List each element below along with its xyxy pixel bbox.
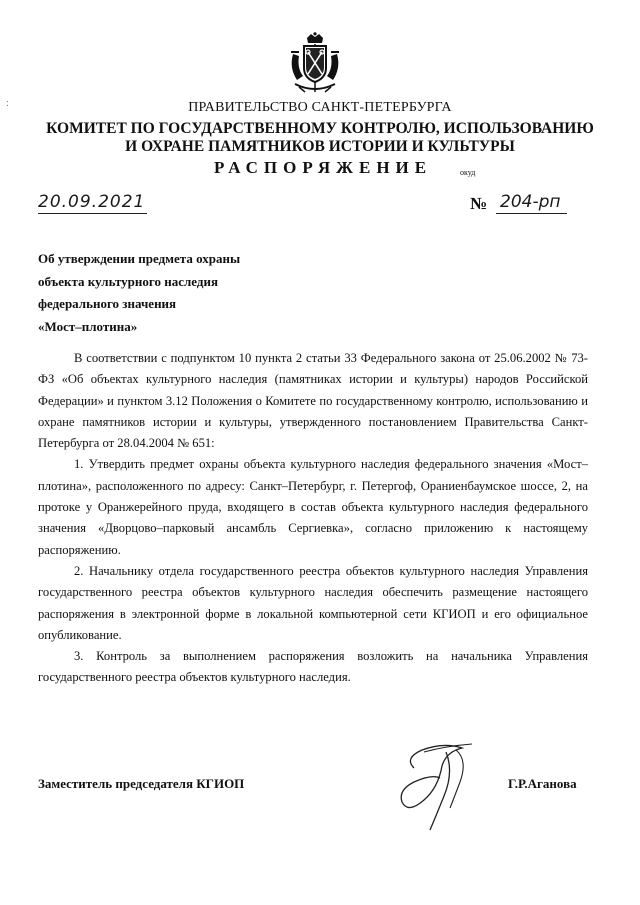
- committee-title-line1: КОМИТЕТ ПО ГОСУДАРСТВЕННОМУ КОНТРОЛЮ, ИСПОЛЬЗОВАНИЮ: [46, 120, 594, 137]
- signatory-title: Заместитель председателя КГИОП: [38, 776, 245, 791]
- item-1-paragraph: 1. Утвердить предмет охраны объекта культурного наследия федерального значения «Мост–плотина», расположенного по адресу: Санкт–Петербург, г. Петергоф, Ораниенбаумское шоссе, 2, на протоке у Оранжерейного пруда, входящего в состав объекта культурного наследия федерального значения «Дворцово–парковый ансамбль Сергиевка», согласно приложению к настоящему распоряжению.: [38, 457, 588, 557]
- document-subject: [38, 248, 240, 339]
- document-body: [38, 348, 588, 689]
- coat-of-arms-icon: [287, 32, 343, 94]
- subject-line: Об утверждении предмета охраны: [38, 251, 241, 266]
- okud-label: окуд: [460, 168, 476, 177]
- subject-line: «Мост–плотина»: [38, 319, 138, 335]
- government-title: ПРАВИТЕЛЬСТВО САНКТ-ПЕТЕРБУРГА: [188, 100, 452, 115]
- margin-mark: :: [6, 98, 9, 109]
- item-2-paragraph: 2. Начальнику отдела государственного реестра объектов культурного наследия Управления государственного реестра объектов культурного наследия обеспечить размещение настоящего распоряжения в электронной форме в локальной компьютерной сети КГИОП и его официальное опубликование.: [38, 563, 588, 642]
- subject-line: объекта культурного наследия: [38, 273, 218, 289]
- intro-paragraph: В соответствии с подпунктом 10 пункта 2 статьи 33 Федерального закона от 25.06.2002 № 73-ФЗ «Об объектах культурного наследия (памятниках истории и культуры) народов Российской Федерации» и пунктом 3.12 Положения о Комитете по государственному контролю, использованию и охране памятников истории и культуры, утвержденного постановлением Правительства Санкт-Петербурга от 28.04.2004 № 651:: [38, 351, 588, 451]
- committee-title-line2: И ОХРАНЕ ПАМЯТНИКОВ ИСТОРИИ И КУЛЬТУРЫ: [125, 138, 515, 155]
- signatory-name: Г.Р.Аганова: [508, 776, 577, 791]
- number-sign: №: [470, 194, 488, 213]
- document-date: 20.09.2021: [38, 192, 146, 212]
- handwritten-signature-icon: [384, 738, 494, 834]
- document-number: 204-рп: [496, 192, 567, 214]
- subject-line: федерального значения: [38, 296, 177, 312]
- document-type: РАСПОРЯЖЕНИЕ: [214, 158, 433, 177]
- item-3-paragraph: 3. Контроль за выполнением распоряжения возложить на начальника Управления государственного реестра объектов культурного наследия.: [38, 649, 588, 685]
